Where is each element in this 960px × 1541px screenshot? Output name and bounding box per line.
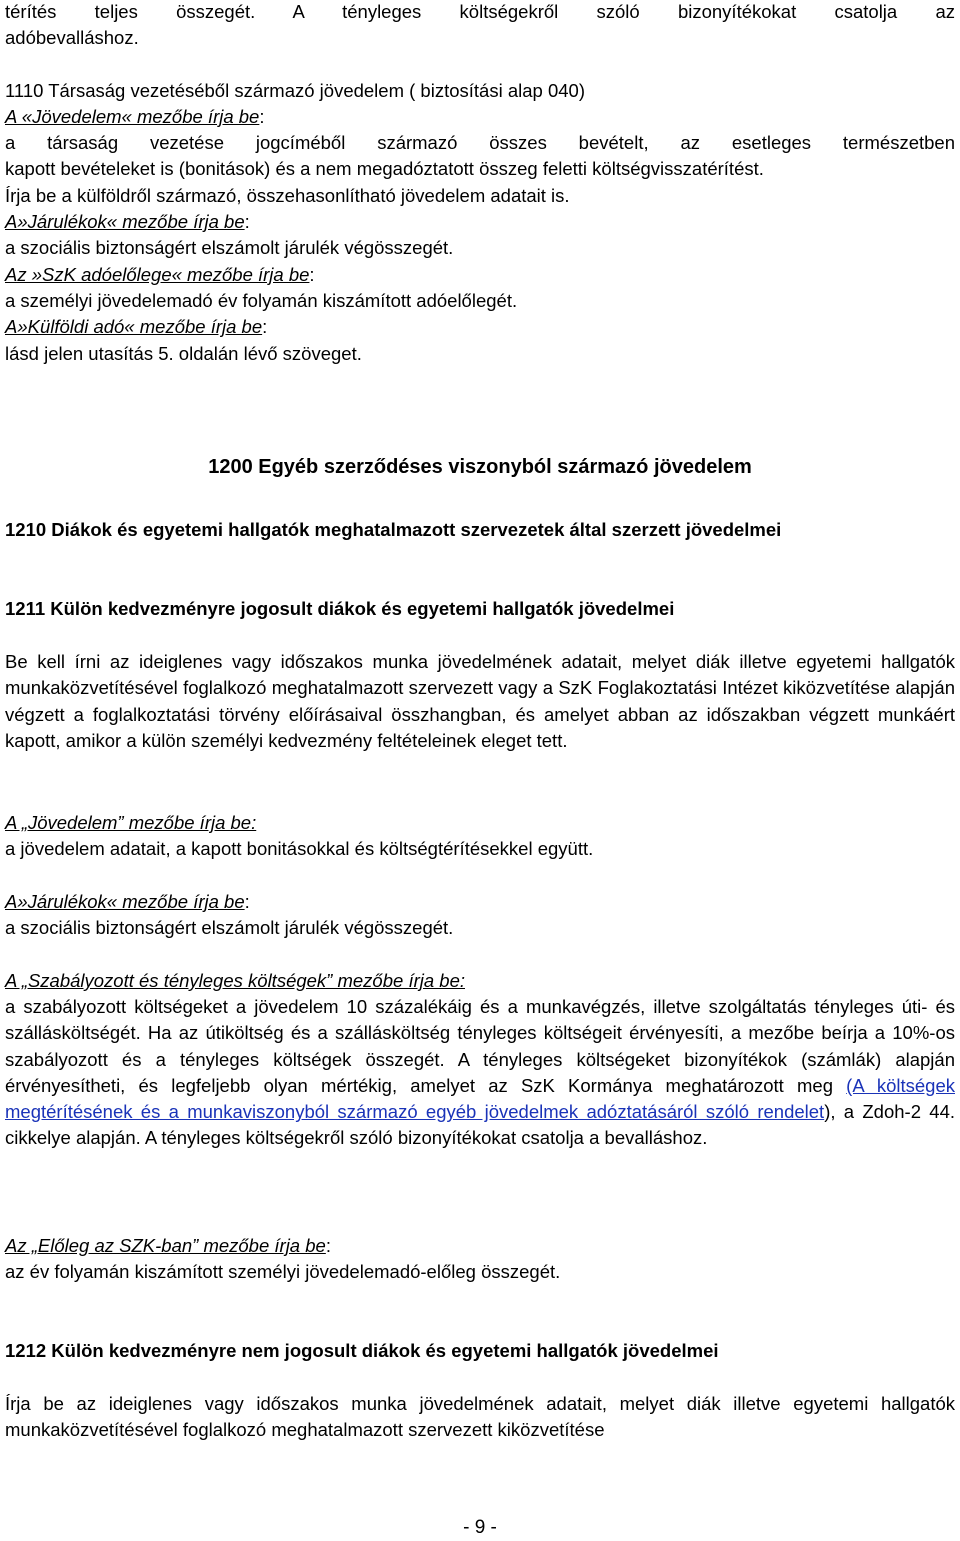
szabalyozott-text-b: ), a Zdoh-2 44. cikkelye alapján. A tényleges költségekről szóló bizonyítékokat csatolja a bevalláshoz. <box>5 1101 955 1149</box>
szk-instruction <box>5 262 955 288</box>
heading-1200: 1200 Egyéb szerződéses viszonyból származó jövedelem <box>208 456 752 478</box>
jarulek-field-label: A»Járulékok« mezőbe írja be <box>5 211 245 233</box>
section-1110 <box>5 0 955 367</box>
jovedelem-instruction <box>5 104 955 130</box>
jovedelem-text-3: Írja be a külföldről származó, összehasonlítható jövedelem adatait is. <box>5 184 570 206</box>
heading-1110: 1110 Társaság vezetéséből származó jövedelem ( biztosítási alap 040) <box>5 79 585 101</box>
paragraph-1211: Be kell írni az ideiglenes vagy időszakos munka jövedelmének adatait, melyet diák illetve egyetemi hallgatók munkaközvetítésével foglalkozó meghatalmazott szervezett vagy a SzK Foglakoztatási Intézet kiközvetítése alapján végzett a foglalkoztatási törvény előírásaival összhangban, és amelyet abban az időszakban végzett munkáért kapott, amikor a külön személyi kedvezmény feltételeinek eleget tett. <box>5 651 955 751</box>
heading-1210: 1210 Diákok és egyetemi hallgatók meghatalmazott szervezetek által szerzett jövedelmei <box>5 519 782 540</box>
szabalyozott-field-label: A „Szabályozott és tényleges költségek” mezőbe írja be: <box>5 970 465 991</box>
szabalyozott-text <box>5 994 955 1152</box>
jovedelem-field-label: A «Jövedelem« mezőbe írja be <box>5 105 260 127</box>
jovedelem-text-1: a társaság vezetése jogcíméből származó összes bevételt, az esetleges természetben <box>5 132 955 154</box>
colon: : <box>325 1235 331 1256</box>
colon: : <box>309 263 315 285</box>
jarulek-text: a szociális biztonságért elszámolt járulék végösszegét. <box>5 237 454 259</box>
szk-text: a személyi jövedelemadó év folyamán kiszámított adóelőlegét. <box>5 289 518 311</box>
kulfoldi-text: lásd jelen utasítás 5. oldalán lévő szöveget. <box>5 342 362 364</box>
colon: : <box>259 105 265 127</box>
eloleg-text: az év folyamán kiszámított személyi jövedelemadó-előleg összegét. <box>5 1261 561 1282</box>
kulfoldi-instruction <box>5 314 955 340</box>
kulfoldi-field-label: A»Külföldi adó« mezőbe írja be <box>5 316 263 338</box>
heading-1211: 1211 Külön kedvezményre jogosult diákok és egyetemi hallgatók jövedelmei <box>5 598 675 619</box>
page-number: - 9 - <box>463 1517 497 1538</box>
jovedelem2-text: a jövedelem adatait, a kapott bonitásokkal és költségtérítésekkel együtt. <box>5 838 594 859</box>
jovedelem-text-2: kapott bevételeket is (bonitások) és a nem megadóztatott összeg feletti költségvisszatérítést. <box>5 158 764 180</box>
jarulek2-field-label: A»Járulékok« mezőbe írja be <box>5 891 245 912</box>
szabalyozott-text-a: a szabályozott költségeket a jövedelem 10 százalékáig és a munkavégzés, illetve szolgáltatás tényleges úti- és szállásköltségét. Ha az útiköltség és a szállásköltség tényleges költségeit érvényesíti, a mezőbe beírja a 10%-os szabályozott és a tényleges költségek összegét. A tényleges költségeket bizonyítékok (számlák) alapján érvényesítheti, és legfeljebb olyan mértékig, amelyet az SzK Kormánya meghatározott meg <box>5 996 955 1096</box>
jovedelem2-field-label: A „Jövedelem” mezőbe írja be: <box>5 812 257 833</box>
paragraph-1212: Írja be az ideiglenes vagy időszakos munka jövedelmének adatait, melyet diák illetve egyetemi hallgatók munkaközvetítésével foglalkozó meghatalmazott szervezett kiközvetítése <box>5 1393 955 1441</box>
jarulek2-instruction <box>5 889 955 915</box>
eloleg-field-label: Az „Előleg az SZK-ban” mezőbe írja be <box>5 1235 326 1256</box>
rendelet-link[interactable]: (A költségek megtérítésének és a munkaviszonyból származó egyéb jövedelmek adóztatásáról szóló rendelet <box>5 1074 955 1123</box>
szabalyozott-label <box>5 968 955 994</box>
colon: : <box>244 891 250 912</box>
continuation-text-end: adóbevalláshoz. <box>5 27 139 49</box>
jovedelem2-label <box>5 810 955 836</box>
continuation-text: térítés teljes összegét. A tényleges költségekről szóló bizonyítékokat csatolja az <box>5 1 955 22</box>
heading-1212: 1212 Külön kedvezményre nem jogosult diákok és egyetemi hallgatók jövedelmei <box>5 1340 719 1361</box>
eloleg-instruction <box>5 1233 955 1259</box>
szk-field-label: Az »SzK adóelőlege« mezőbe írja be <box>5 263 310 285</box>
colon: : <box>244 211 250 233</box>
colon: : <box>262 316 268 338</box>
jarulek2-text: a szociális biztonságért elszámolt járulék végösszegét. <box>5 917 454 938</box>
jarulek-instruction <box>5 209 955 235</box>
